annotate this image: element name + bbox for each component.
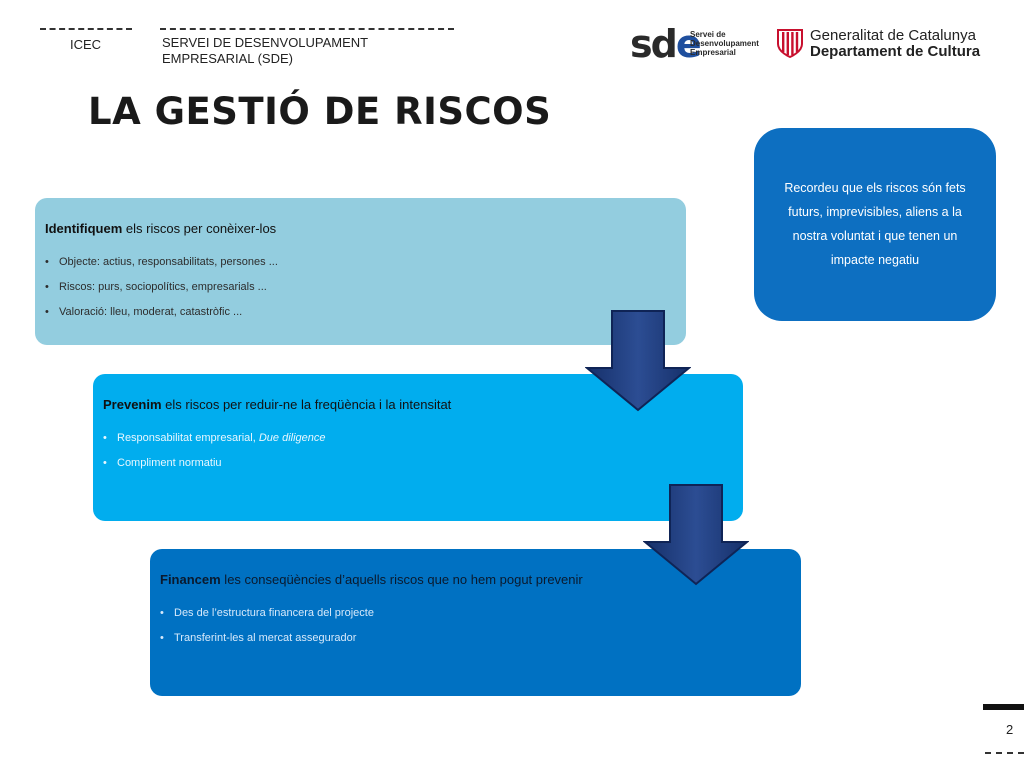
sde-logo-sub2: Desenvolupament — [690, 39, 759, 48]
reminder-note: Recordeu que els riscos són fets futurs, imprevisibles, aliens a la nostra voluntat i que tenen un impacte negatiu — [754, 128, 996, 321]
generalitat-logo — [776, 28, 1006, 64]
org-left-label: ICEC — [70, 37, 102, 52]
list-item — [103, 451, 733, 476]
list-item-text: Transferint-les al mercat assegurador — [174, 632, 357, 644]
sde-logo-sub3: Empresarial — [690, 48, 736, 57]
header-divider-right — [160, 28, 454, 30]
step-identify-list — [45, 250, 676, 325]
list-item — [45, 275, 676, 300]
bullet-icon: • — [103, 457, 107, 469]
list-item-text: Valoració: lleu, moderat, catastròfic ... — [59, 306, 243, 318]
step-finance-keyword: Financem — [160, 572, 221, 587]
bullet-icon: • — [45, 281, 49, 293]
header-divider-left — [40, 28, 132, 30]
sde-logo-sd: sd — [630, 22, 676, 66]
step-identify-heading-rest: els riscos per conèixer-los — [122, 221, 277, 236]
org-right-line1: SERVEI DE DESENVOLUPAMENT — [162, 35, 369, 50]
bullet-icon: • — [103, 432, 107, 444]
list-item — [45, 300, 676, 325]
down-arrow-icon — [643, 484, 749, 586]
footer-divider — [985, 752, 1024, 754]
list-item — [160, 601, 791, 626]
list-item-text: Objecte: actius, responsabilitats, persones ... — [59, 256, 278, 268]
down-arrow-icon — [585, 310, 691, 412]
list-item — [103, 426, 733, 451]
step-prevent-list — [103, 426, 733, 476]
org-right-line2: EMPRESARIAL (SDE) — [162, 51, 293, 66]
list-item-text: Riscos: purs, sociopolítics, empresarials ... — [59, 281, 267, 293]
list-item — [45, 250, 676, 275]
sde-logo-subtitle — [690, 30, 759, 57]
senyera-shield-icon — [776, 28, 804, 58]
generalitat-logo-line1: Generalitat de Catalunya — [810, 27, 976, 44]
step-identify-heading — [45, 220, 676, 238]
list-item-italic-text: Due diligence — [258, 432, 326, 444]
footer-tab-bar — [983, 704, 1024, 710]
step-identify-keyword: Identifiquem — [45, 221, 123, 236]
step-prevent-keyword: Prevenim — [103, 397, 162, 412]
sde-logo-e: e — [675, 22, 700, 66]
generalitat-logo-line2: Departament de Cultura — [810, 43, 981, 60]
bullet-icon: • — [160, 607, 164, 619]
bullet-icon: • — [45, 306, 49, 318]
step-finance-list — [160, 601, 791, 651]
page-title: LA GESTIÓ DE RISCOS — [88, 90, 552, 133]
step-finance-heading-rest: les conseqüències d’aquells riscos que no hem pogut prevenir — [220, 572, 583, 587]
page-number: 2 — [1006, 722, 1014, 737]
org-right-label — [162, 35, 368, 67]
bullet-icon: • — [160, 632, 164, 644]
list-item-text: Compliment normatiu — [117, 457, 222, 469]
list-item — [160, 626, 791, 651]
sde-logo — [630, 24, 760, 68]
bullet-icon: • — [45, 256, 49, 268]
list-item-text: Des de l’estructura financera del projecte — [174, 607, 374, 619]
sde-logo-sub1: Servei de — [690, 30, 726, 39]
step-prevent-heading-rest: els riscos per reduir-ne la freqüència i la intensitat — [161, 397, 452, 412]
list-item-text: Responsabilitat empresarial, — [117, 432, 259, 444]
